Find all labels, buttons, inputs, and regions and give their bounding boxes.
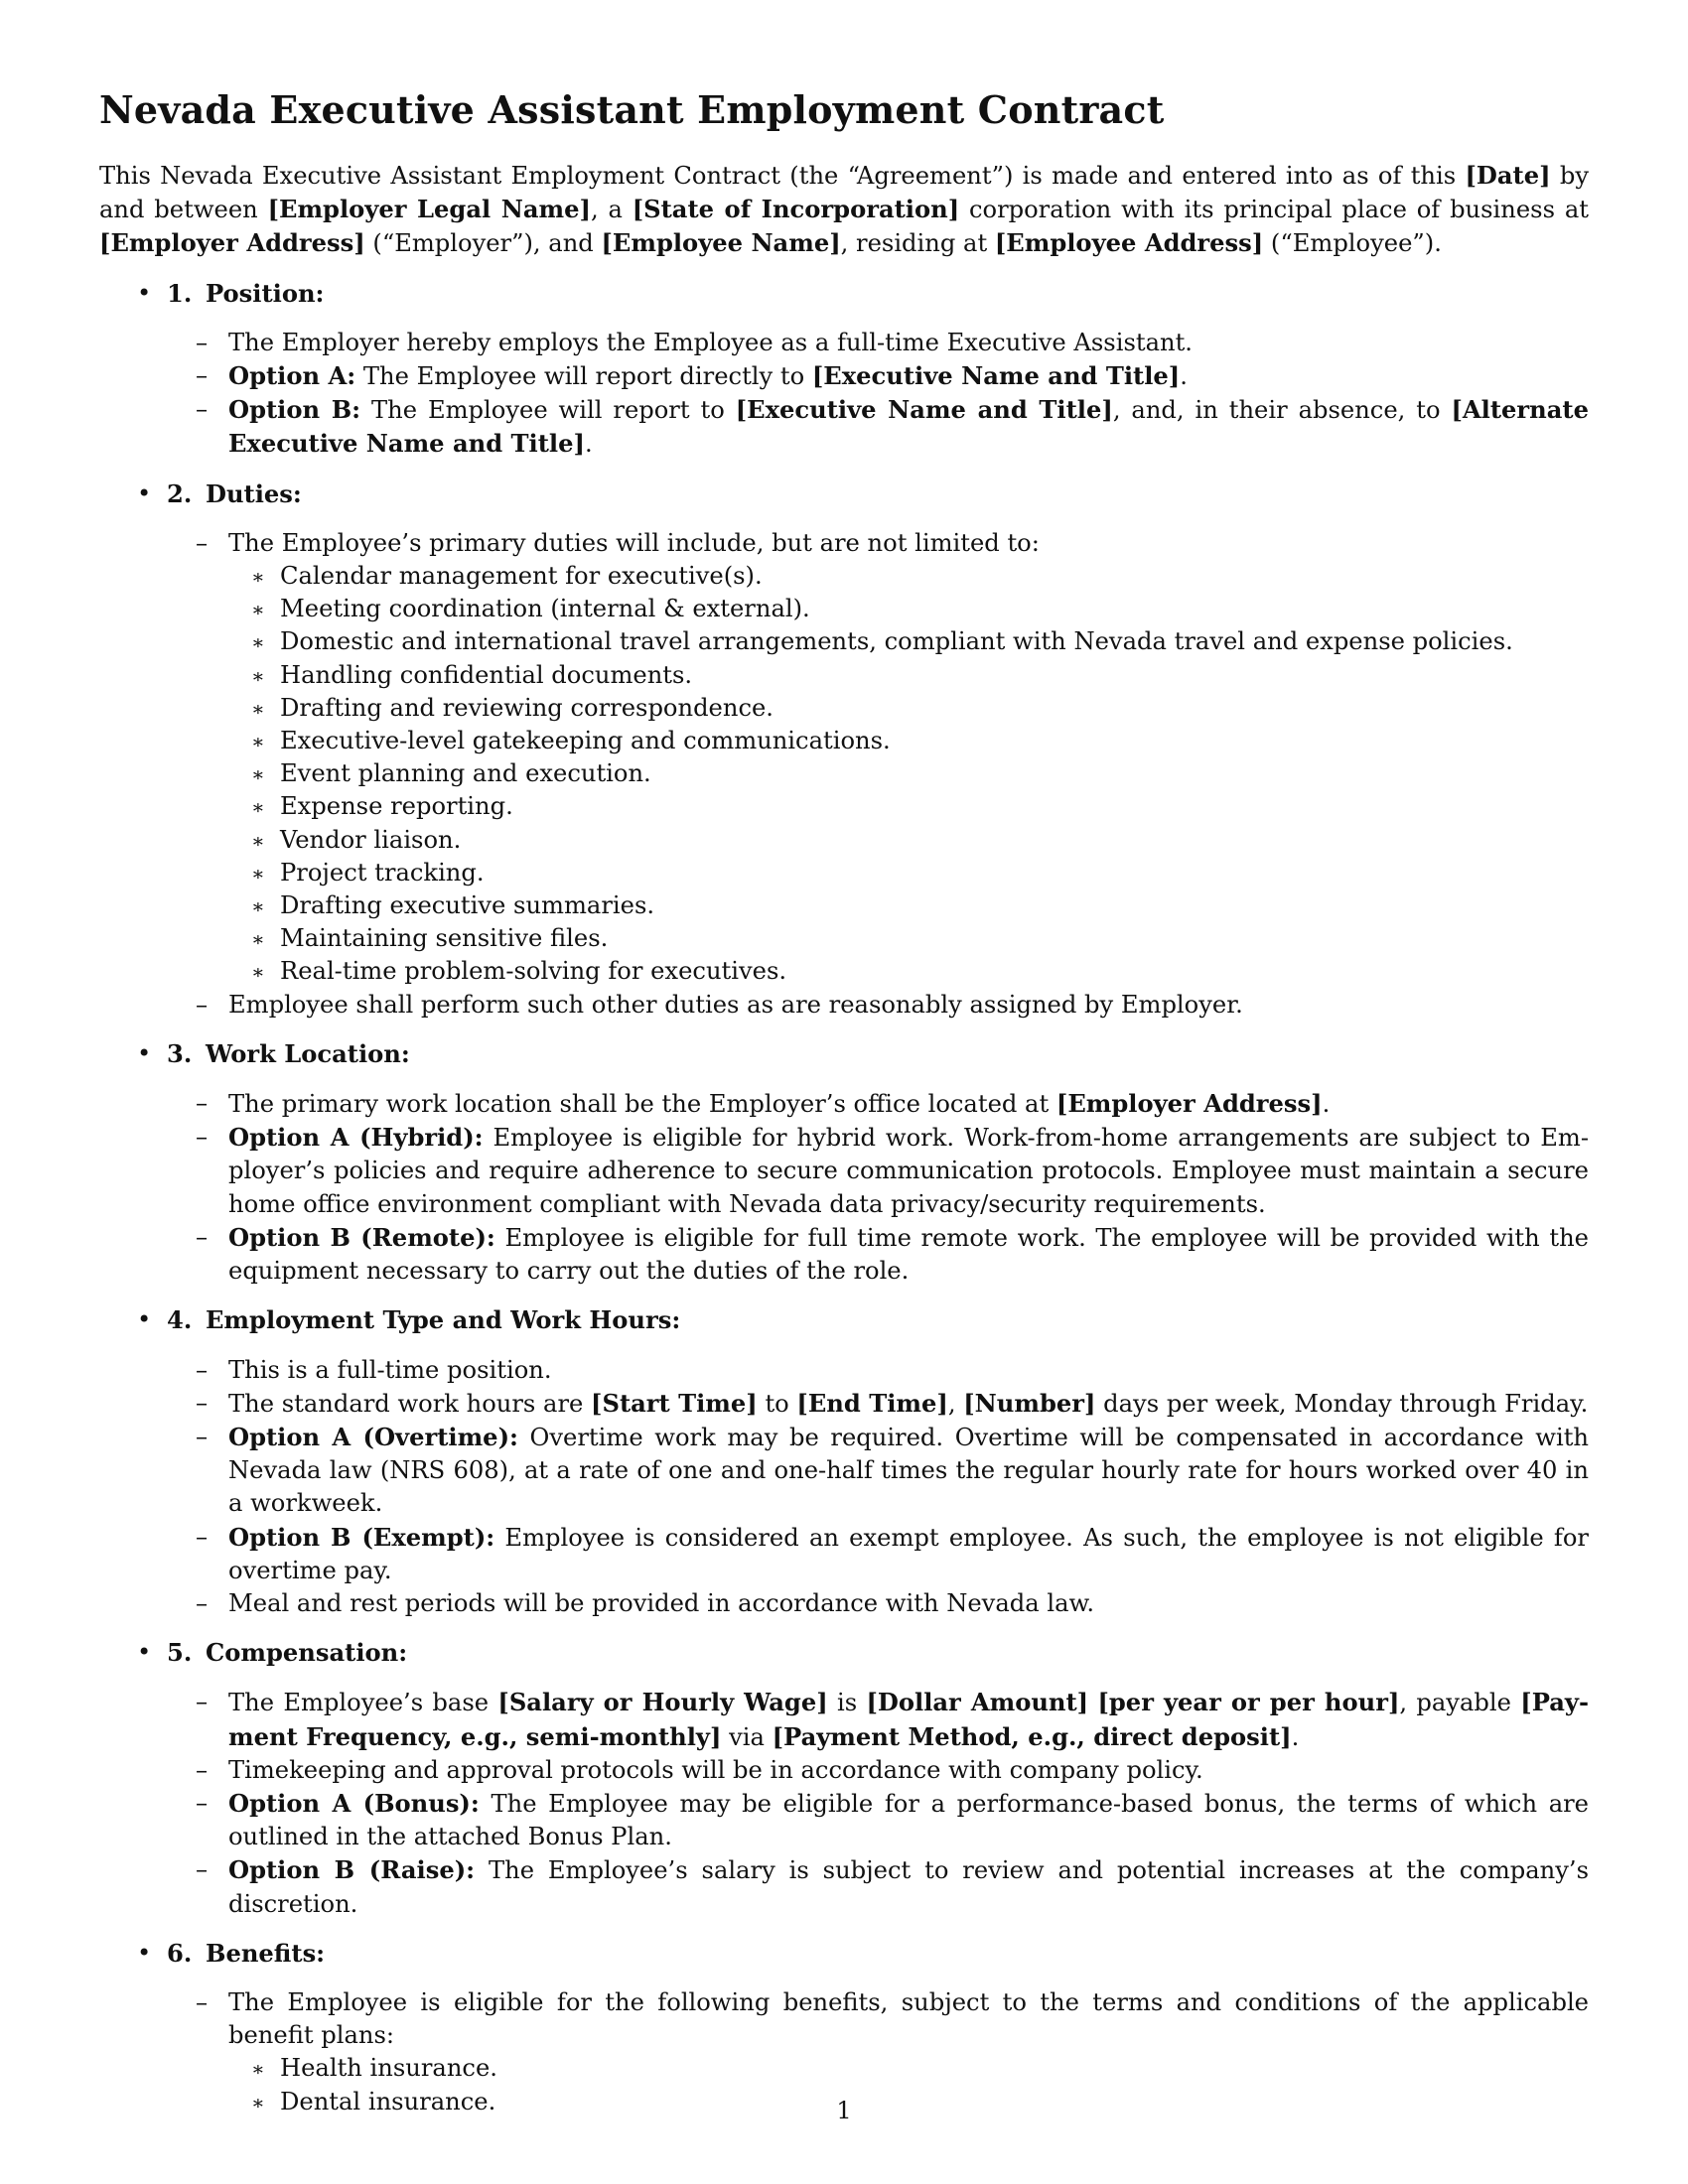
- bold-text-run: Option B (Remote):: [228, 1222, 495, 1252]
- section-3: [99, 1037, 1589, 1288]
- section-item: [196, 1087, 1589, 1121]
- dash-bullet-icon: –: [196, 1222, 209, 1251]
- section-item-text: [228, 1986, 1589, 2052]
- text-run: is: [827, 1689, 867, 1717]
- dash-bullet-icon: –: [196, 361, 209, 390]
- asterisk-bullet-icon: ∗: [251, 2090, 265, 2115]
- text-run: The Employee is eligible for the following benefits, subject to the terms and conditions of the applicable benefit plans:: [228, 1987, 1589, 2050]
- section-item-list: [167, 327, 1589, 462]
- bold-text-run: [Number]: [963, 1388, 1096, 1418]
- text-run: This Nevada Executive Assistant Employment Contract (the “Agreement”) is made and entered into as of this: [99, 162, 1466, 190]
- section-heading-text: Employment Type and Work Hours:: [206, 1305, 681, 1335]
- dash-bullet-icon: –: [196, 1987, 209, 2016]
- bold-text-run: Option A (Overtime):: [228, 1422, 518, 1451]
- bold-text-run: Option B (Raise):: [228, 1855, 476, 1885]
- section-heading: [167, 1636, 1589, 1669]
- section-number: 6.: [167, 1938, 193, 1968]
- bold-text-run: Option A:: [228, 361, 356, 391]
- bold-text-run: [Date]: [1465, 161, 1551, 190]
- sub-list-item-text: Vendor liaison.: [280, 825, 462, 854]
- document-title: Nevada Executive Assistant Employment Contract: [99, 87, 1165, 132]
- section-number: 1.: [167, 278, 193, 308]
- asterisk-bullet-icon: ∗: [251, 762, 265, 787]
- bold-text-run: [Dollar Amount]: [866, 1688, 1089, 1717]
- sub-list-item-text: Maintaining sensitive files.: [280, 924, 609, 953]
- sub-list-item-text: Domestic and international travel arrangements, compliant with Nevada travel and expense policies.: [280, 627, 1513, 656]
- text-run: Employee is considered an exempt employee. As such, the employee is not eligible for overtime pay.: [228, 1523, 1589, 1584]
- section-item: [196, 527, 1589, 989]
- bold-text-run: [Employer Address]: [99, 228, 365, 258]
- dash-bullet-icon: –: [196, 1355, 209, 1384]
- sub-list-item-text: Drafting and reviewing correspondence.: [280, 693, 774, 722]
- section-item-text: [228, 1087, 1589, 1121]
- sub-list-item-text: Event planning and execution.: [280, 759, 651, 788]
- text-run: .: [1291, 1722, 1300, 1751]
- dash-bullet-icon: –: [196, 1388, 209, 1417]
- asterisk-bullet-icon: ∗: [251, 861, 265, 886]
- text-run: , a: [590, 196, 633, 224]
- section-item: [196, 359, 1589, 393]
- bold-text-run: [End Time]: [796, 1388, 948, 1418]
- document-body: [99, 159, 1589, 2118]
- bold-text-run: Option B (Exempt):: [228, 1522, 495, 1552]
- dash-bullet-icon: –: [196, 395, 209, 424]
- section-item-text: [228, 989, 1589, 1022]
- sub-item-list: [228, 560, 1589, 989]
- sub-list-item-text: Health insurance.: [280, 2054, 497, 2083]
- dash-bullet-icon: –: [196, 1788, 209, 1817]
- text-run: .: [584, 430, 593, 459]
- asterisk-bullet-icon: ∗: [251, 795, 265, 820]
- sub-list-item: [251, 625, 1589, 658]
- bold-text-run: [per year or per hour]: [1097, 1688, 1400, 1717]
- bold-text-run: Option B:: [228, 395, 361, 425]
- section-item-list: [167, 1087, 1589, 1288]
- section-item: [196, 1387, 1589, 1421]
- section-item-text: [228, 359, 1589, 393]
- section-item: [196, 1587, 1589, 1620]
- text-run: The Employee’s salary is subject to review and potential increases at the company’s discretion.: [228, 1856, 1590, 1918]
- dash-bullet-icon: –: [196, 1422, 209, 1450]
- section-item-text: [228, 1354, 1589, 1387]
- section-4: [99, 1303, 1589, 1620]
- text-run: This is a full-time position.: [228, 1355, 552, 1384]
- section-number: 4.: [167, 1305, 193, 1335]
- section-bullet-icon: •: [137, 1038, 152, 1067]
- section-item-list: [167, 1686, 1589, 1920]
- section-heading: [167, 1037, 1589, 1070]
- section-item: [196, 1521, 1589, 1587]
- section-number: 5.: [167, 1638, 193, 1668]
- sub-list-item: [251, 955, 1589, 988]
- text-run: The standard work hours are: [228, 1389, 592, 1418]
- bold-text-run: [Payment Frequency, e.g., semi-monthly]: [228, 1688, 1590, 1751]
- asterisk-bullet-icon: ∗: [251, 630, 265, 655]
- sub-list-item-text: Real-time problem-solving for executives.: [280, 957, 787, 986]
- asterisk-bullet-icon: ∗: [251, 960, 265, 985]
- text-run: Overtime work may be required. Overtime will be compensated in accordance with Nevada law (NRS 608), at a rate of one and one-half times the regular hourly rate for hours worked over 40 in a workweek.: [228, 1423, 1589, 1518]
- sub-list-item: [251, 2052, 1589, 2085]
- text-run: by and between: [99, 162, 1589, 224]
- section-item: [196, 1221, 1589, 1288]
- section-heading: [167, 277, 1589, 310]
- sub-list-item-text: Drafting executive summaries.: [280, 891, 655, 920]
- section-item: [196, 1354, 1589, 1387]
- section-item-text: [228, 1121, 1589, 1221]
- section-item: [196, 1421, 1589, 1521]
- section-heading-text: Compensation:: [206, 1638, 408, 1668]
- text-run: The Employee will report to: [360, 396, 736, 425]
- section-item: [196, 1686, 1590, 1753]
- text-run: Timekeeping and approval protocols will be in accordance with company policy.: [228, 1755, 1203, 1784]
- section-heading: [167, 1937, 1589, 1970]
- bold-text-run: [Salary or Hourly Wage]: [497, 1688, 828, 1717]
- section-item-text: [228, 393, 1589, 461]
- section-item: [196, 327, 1589, 359]
- section-item: [196, 1754, 1589, 1787]
- intro-paragraph: [99, 159, 1589, 261]
- sub-list-item: [251, 560, 1589, 593]
- asterisk-bullet-icon: ∗: [251, 663, 265, 688]
- text-run: The primary work location shall be the Employer’s office located at: [228, 1090, 1056, 1119]
- sub-list-item-text: Dental insurance.: [280, 2087, 496, 2116]
- text-run: ,: [947, 1389, 964, 1418]
- section-heading-text: Position:: [206, 278, 325, 308]
- section-item-text: [228, 1853, 1589, 1920]
- asterisk-bullet-icon: ∗: [251, 828, 265, 853]
- text-run: .: [1322, 1090, 1331, 1119]
- dash-bullet-icon: –: [196, 1089, 209, 1118]
- bold-text-run: [Employer Legal Name]: [267, 195, 591, 224]
- text-run: Employee shall perform such other duties as are reasonably assigned by Employer.: [228, 990, 1243, 1019]
- dash-bullet-icon: –: [196, 990, 209, 1019]
- asterisk-bullet-icon: ∗: [251, 894, 265, 919]
- text-run: (“Employer”), and: [364, 229, 602, 258]
- section-item-text: [228, 1387, 1589, 1421]
- sub-list-item: [251, 757, 1589, 790]
- bold-text-run: [Executive Name and Title]: [735, 395, 1113, 425]
- asterisk-bullet-icon: ∗: [251, 565, 265, 590]
- section-list: [99, 277, 1589, 2118]
- bold-text-run: [Executive Name and Title]: [811, 361, 1181, 391]
- section-bullet-icon: •: [137, 478, 152, 507]
- asterisk-bullet-icon: ∗: [251, 927, 265, 952]
- section-item-text: [228, 1521, 1589, 1587]
- section-item-text: [228, 1754, 1589, 1787]
- section-item-text: [228, 1421, 1589, 1521]
- dash-bullet-icon: –: [196, 528, 209, 557]
- text-run: The Employee’s base: [228, 1689, 498, 1717]
- asterisk-bullet-icon: ∗: [251, 696, 265, 721]
- section-bullet-icon: •: [137, 278, 152, 307]
- section-bullet-icon: •: [137, 1305, 152, 1334]
- asterisk-bullet-icon: ∗: [251, 2057, 265, 2082]
- sub-list-item: [251, 824, 1589, 857]
- dash-bullet-icon: –: [196, 1123, 209, 1152]
- text-run: , payable: [1399, 1689, 1521, 1717]
- bold-text-run: [Payment Method, e.g., direct deposit]: [772, 1721, 1292, 1751]
- section-item: [196, 1787, 1589, 1853]
- dash-bullet-icon: –: [196, 1688, 209, 1716]
- section-heading-text: Benefits:: [206, 1938, 326, 1968]
- bold-text-run: [Employer Address]: [1055, 1089, 1323, 1119]
- sub-list-item-text: Meeting coordination (internal & external).: [280, 595, 810, 623]
- text-run: to: [757, 1389, 797, 1418]
- text-run: days per week, Monday through Friday.: [1095, 1389, 1589, 1418]
- text-run: .: [1180, 362, 1188, 391]
- sub-list-item: [251, 725, 1589, 757]
- text-run: , and, in their absence, to: [1112, 396, 1452, 425]
- bold-text-run: [Employee Address]: [994, 228, 1264, 258]
- section-1: [99, 277, 1589, 462]
- section-2: [99, 478, 1589, 1022]
- section-item-list: [167, 527, 1589, 1022]
- bold-text-run: Option A (Bonus):: [228, 1788, 480, 1818]
- sub-list-item: [251, 790, 1589, 823]
- sub-list-item: [251, 922, 1589, 955]
- section-6: [99, 1937, 1589, 2118]
- sub-list-item: [251, 857, 1589, 889]
- bold-text-run: Option A (Hybrid):: [228, 1123, 484, 1153]
- bold-text-run: [State of Incorporation]: [632, 195, 960, 224]
- sub-list-item-text: Executive-level gatekeeping and communications.: [280, 727, 891, 755]
- section-item: [196, 1121, 1589, 1221]
- page-number: 1: [836, 2097, 852, 2124]
- sub-list-item-text: Calendar management for executive(s).: [280, 562, 763, 591]
- section-item-text: [228, 327, 1589, 359]
- text-run: Employee is eligible for full time remote work. The employee will be provided with the equipment necessary to carry out the duties of the role.: [228, 1223, 1589, 1286]
- sub-list-item-text: Expense reporting.: [280, 792, 513, 821]
- sub-list-item: [251, 889, 1589, 922]
- section-heading-text: Work Location:: [206, 1038, 410, 1068]
- section-item: [196, 393, 1589, 461]
- text-run: The Employee’s primary duties will include, but are not limited to:: [228, 528, 1040, 557]
- section-5: [99, 1636, 1589, 1921]
- text-run: corporation with its principal place of business at: [959, 196, 1589, 224]
- dash-bullet-icon: –: [196, 328, 209, 356]
- section-item-text: [228, 1686, 1589, 1753]
- section-item: [196, 1853, 1590, 1920]
- asterisk-bullet-icon: ∗: [251, 730, 265, 754]
- text-run: The Employee may be eligible for a performance-based bonus, the terms of which are outlined in the attached Bonus Plan.: [228, 1789, 1589, 1851]
- bold-text-run: [Employee Name]: [601, 228, 841, 258]
- sub-list-item-text: Project tracking.: [280, 858, 485, 887]
- section-number: 2.: [167, 478, 193, 508]
- asterisk-bullet-icon: ∗: [251, 598, 265, 622]
- section-number: 3.: [167, 1038, 193, 1068]
- section-item-text: [228, 1587, 1589, 1620]
- section-item: [196, 989, 1589, 1022]
- section-heading: [167, 1303, 1589, 1336]
- section-item-text: [228, 527, 1589, 560]
- dash-bullet-icon: –: [196, 1588, 209, 1617]
- text-run: The Employee will report directly to: [355, 362, 812, 391]
- sub-list-item: [251, 593, 1589, 625]
- text-run: Employee is eligible for hybrid work. Work-from-home arrangements are subject to Employer’s policies and require adherence to secure communication protocols. Employee must maintain a secure home office environment compliant with Nevada data privacy/security requirements.: [228, 1124, 1589, 1218]
- sub-list-item: [251, 692, 1589, 725]
- section-heading: [167, 478, 1589, 510]
- section-item-text: [228, 1221, 1589, 1288]
- section-item-text: [228, 1787, 1589, 1853]
- text-run: Meal and rest periods will be provided in accordance with Nevada law.: [228, 1588, 1095, 1617]
- dash-bullet-icon: –: [196, 1755, 209, 1784]
- section-bullet-icon: •: [137, 1638, 152, 1667]
- bold-text-run: [Start Time]: [591, 1388, 758, 1418]
- sub-list-item-text: Handling confidential documents.: [280, 660, 693, 689]
- dash-bullet-icon: –: [196, 1522, 209, 1551]
- text-run: , residing at: [840, 229, 995, 258]
- text-run: via: [721, 1722, 773, 1751]
- sub-list-item: [251, 659, 1589, 692]
- section-heading-text: Duties:: [206, 478, 302, 508]
- section-item-list: [167, 1354, 1589, 1621]
- text-run: The Employer hereby employs the Employee as a full-time Executive Assistant.: [228, 328, 1193, 356]
- dash-bullet-icon: –: [196, 1855, 209, 1884]
- bold-text-run: [Alternate Executive Name and Title]: [228, 395, 1589, 459]
- section-bullet-icon: •: [137, 1938, 152, 1967]
- text-run: (“Employee”).: [1263, 229, 1442, 258]
